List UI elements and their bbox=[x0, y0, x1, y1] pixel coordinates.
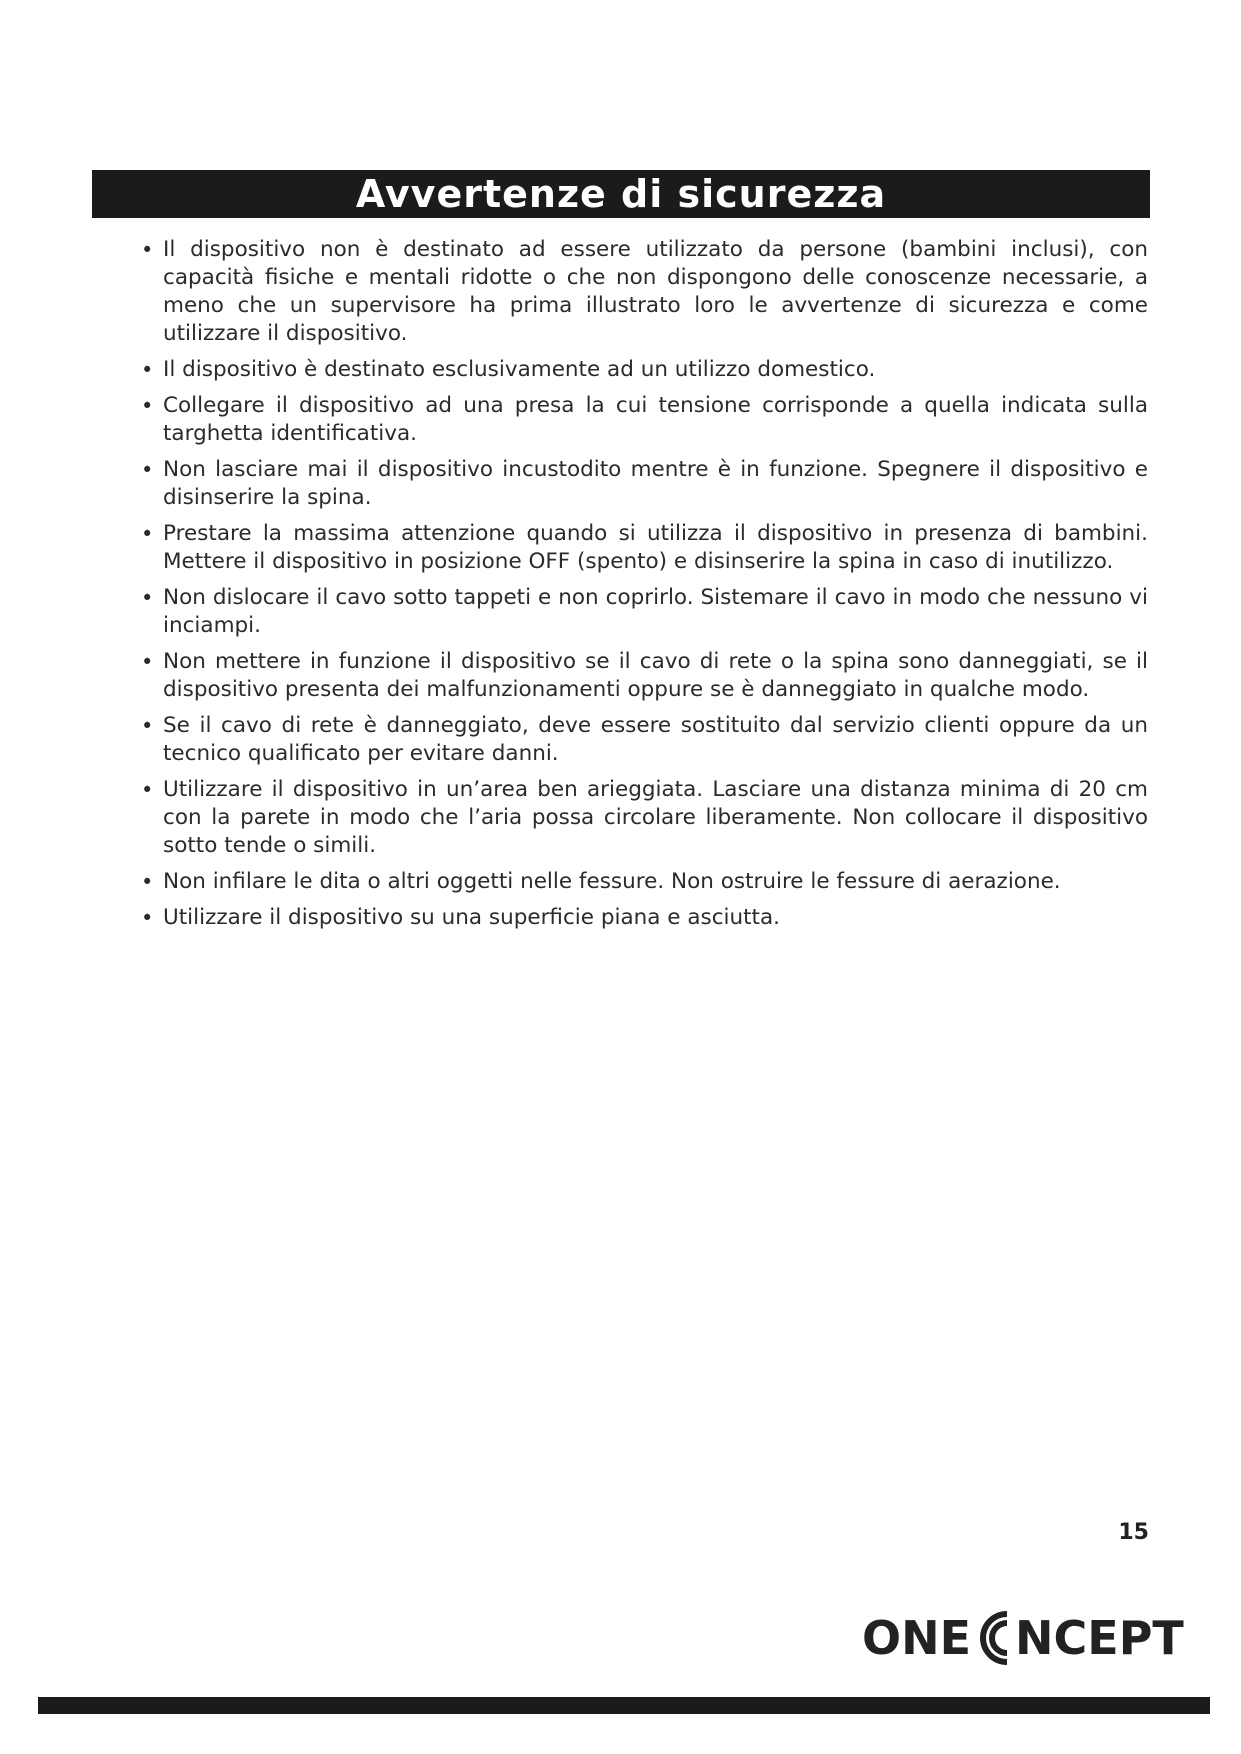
list-item bbox=[138, 712, 1148, 768]
list-item bbox=[138, 868, 1148, 896]
list-item bbox=[138, 904, 1148, 932]
list-item bbox=[138, 236, 1148, 348]
list-item bbox=[138, 584, 1148, 640]
bullet-icon: • bbox=[141, 650, 154, 674]
list-item bbox=[138, 392, 1148, 448]
list-item-text: Non dislocare il cavo sotto tappeti e non coprirlo. Sistemare il cavo in modo che nessuno vi inciampi. bbox=[163, 585, 1148, 638]
bullet-icon: • bbox=[141, 778, 154, 802]
list-item-text: Prestare la massima attenzione quando si utilizza il dispositivo in presenza di bambini. Mettere il dispositivo in posizione OFF (spento) e disinserire la spina in caso di inutilizzo. bbox=[163, 521, 1148, 574]
list-item bbox=[138, 776, 1148, 860]
list-item-text: Utilizzare il dispositivo su una superficie piana e asciutta. bbox=[163, 905, 780, 930]
list-item-text: Il dispositivo non è destinato ad essere utilizzato da persone (bambini inclusi), con capacità fisiche e mentali ridotte o che non dispongono delle conoscenze necessarie, a meno che un supervisore ha prima illustrato loro le avvertenze di sicurezza e come utilizzare il dispositivo. bbox=[163, 237, 1148, 346]
list-item bbox=[138, 356, 1148, 384]
list-item-text: Il dispositivo è destinato esclusivamente ad un utilizzo domestico. bbox=[163, 357, 876, 382]
oneconcept-logo bbox=[862, 1606, 1184, 1670]
bullet-icon: • bbox=[141, 906, 154, 930]
bullet-icon: • bbox=[141, 522, 154, 546]
bullet-icon: • bbox=[141, 394, 154, 418]
bullet-icon: • bbox=[141, 358, 154, 382]
list-item-text: Collegare il dispositivo ad una presa la cui tensione corrisponde a quella indicata sulla targhetta identificativa. bbox=[163, 393, 1148, 446]
list-item bbox=[138, 648, 1148, 704]
bullet-icon: • bbox=[141, 458, 154, 482]
list-item bbox=[138, 520, 1148, 576]
bullet-icon: • bbox=[141, 870, 154, 894]
list-item-text: Non mettere in funzione il dispositivo se il cavo di rete o la spina sono danneggiati, se il dispositivo presenta dei malfunzionamenti oppure se è danneggiato in qualche modo. bbox=[163, 649, 1148, 702]
bullet-icon: • bbox=[141, 586, 154, 610]
logo-text-ncept: NCEPT bbox=[1015, 1611, 1184, 1665]
bullet-icon: • bbox=[141, 714, 154, 738]
page-number: 15 bbox=[1118, 1520, 1149, 1545]
section-title: Avvertenze di sicurezza bbox=[355, 172, 887, 216]
logo-text-one: ONE bbox=[862, 1611, 972, 1665]
section-title-bar bbox=[92, 170, 1150, 218]
logo-c-icon bbox=[971, 1606, 1015, 1670]
footer-rule bbox=[38, 1697, 1210, 1714]
bullet-icon: • bbox=[141, 238, 154, 262]
list-item-text: Utilizzare il dispositivo in un’area ben arieggiata. Lasciare una distanza minima di 20 cm con la parete in modo che l’aria possa circolare liberamente. Non collocare il dispositivo sotto tende o simili. bbox=[163, 777, 1148, 858]
list-item bbox=[138, 456, 1148, 512]
list-item-text: Non lasciare mai il dispositivo incustodito mentre è in funzione. Spegnere il dispositivo e disinserire la spina. bbox=[163, 457, 1148, 510]
list-item-text: Se il cavo di rete è danneggiato, deve essere sostituito dal servizio clienti oppure da un tecnico qualificato per evitare danni. bbox=[163, 713, 1148, 766]
list-item-text: Non infilare le dita o altri oggetti nelle fessure. Non ostruire le fessure di aerazione. bbox=[163, 869, 1061, 894]
safety-warnings-list bbox=[138, 236, 1148, 940]
